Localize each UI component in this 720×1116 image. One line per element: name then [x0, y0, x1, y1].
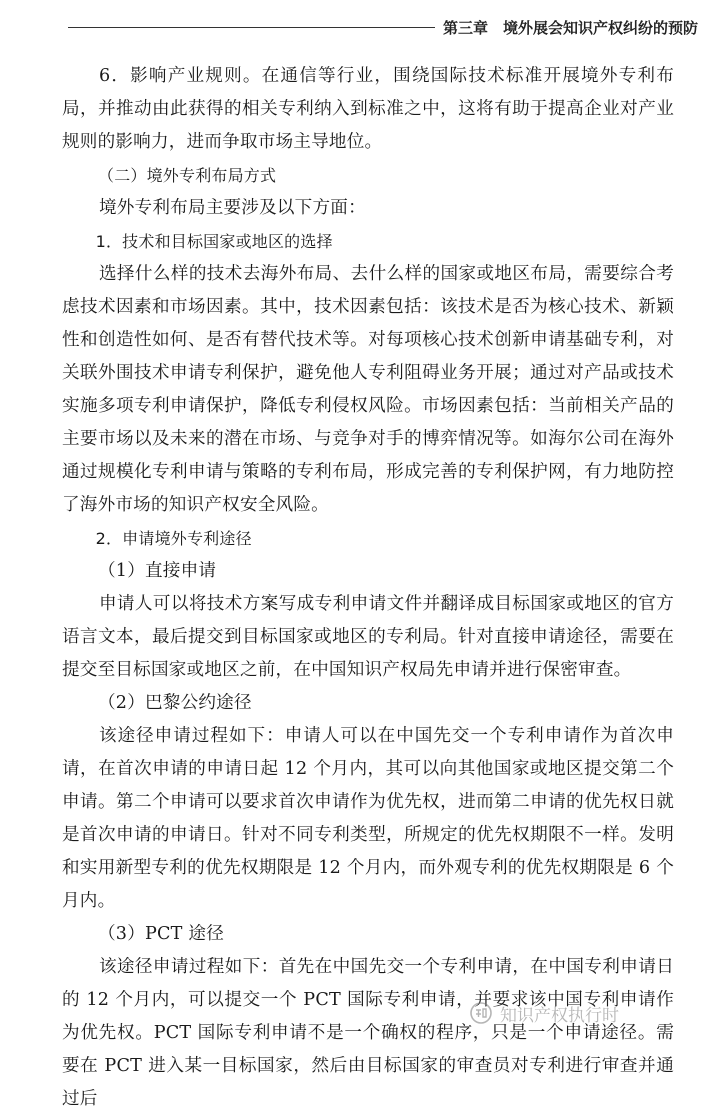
page-body [62, 60, 674, 1116]
watermark-text: 知识产权执行时 [500, 1005, 619, 1026]
subheading-technology-selection: 1．技术和目标国家或地区的选择 [95, 232, 333, 251]
subheading-direct-application: （1）直接申请 [98, 561, 217, 581]
chapter-title: 第三章 境外展会知识产权纠纷的预防 [442, 18, 698, 37]
header-rule [68, 27, 435, 28]
subheading-paris-convention: （2）巴黎公约途径 [98, 693, 252, 713]
subheading-pct: （3）PCT 途径 [98, 924, 224, 944]
paragraph-technology-market: 选择什么样的技术去海外布局、去什么样的国家或地区布局，需要综合考虑技术因素和市场因素。其中，技术因素包括：该技术是否为核心技术、新颖性和创造性如何、是否有替代技术等。对每项核心技术创新申请基础专利，对关联外围技术申请专利保护，避免他人专利阻碍业务开展；通过对产品或技术实施多项专利申请保护，降低专利侵权风险。市场因素包括：当前相关产品的主要市场以及未来的潜在市场、与竞争对手的博弈情况等。如海尔公司在海外通过规模化专利申请与策略的专利布局，形成完善的专利保护网，有力地防控了海外市场的知识产权安全风险。 [62, 264, 674, 515]
subheading-application-routes: 2．申请境外专利途径 [95, 529, 252, 548]
paragraph-industry-rules: 6．影响产业规则。在通信等行业，围绕国际技术标准开展境外专利布局，并推动由此获得的相关专利纳入到标准之中，这将有助于提高企业对产业规则的影响力，进而争取市场主导地位。 [62, 66, 674, 152]
paragraph-paris-convention: 该途径申请过程如下：申请人可以在中国先交一个专利申请作为首次申请，在首次申请的申请日起 12 个月内，其可以向其他国家或地区提交第二个申请。第二个申请可以要求首次申请作为优先权，进而第二申请的优先权日就是首次申请的申请日。针对不同专利类型，所规定的优先权期限不一样。发明和实用新型专利的优先权期限是 12 个月内，而外观专利的优先权期限是 6 个月内。 [62, 726, 674, 911]
paragraph-intro: 境外专利布局主要涉及以下方面： [98, 198, 366, 218]
paragraph-direct-application: 申请人可以将技术方案写成专利申请文件并翻译成目标国家或地区的官方语言文本，最后提交到目标国家或地区的专利局。针对直接申请途径，需要在提交至目标国家或地区之前，在中国知识产权局先申请并进行保密审查。 [62, 594, 674, 680]
paragraph-pct: 该途径申请过程如下：首先在中国先交一个专利申请，在中国专利申请日的 12 个月内，可以提交一个 PCT 国际专利申请，并要求该中国专利申请作为优先权。PCT 国际专利申请不是一个确权的程序，只是一个申请途径。需要在 PCT 进入某一目标国家，然后由目标国家的审查员对专利进行审查并通过后 [62, 957, 674, 1109]
section-heading-layout-methods: （二）境外专利布局方式 [98, 166, 277, 185]
running-header [68, 14, 698, 40]
